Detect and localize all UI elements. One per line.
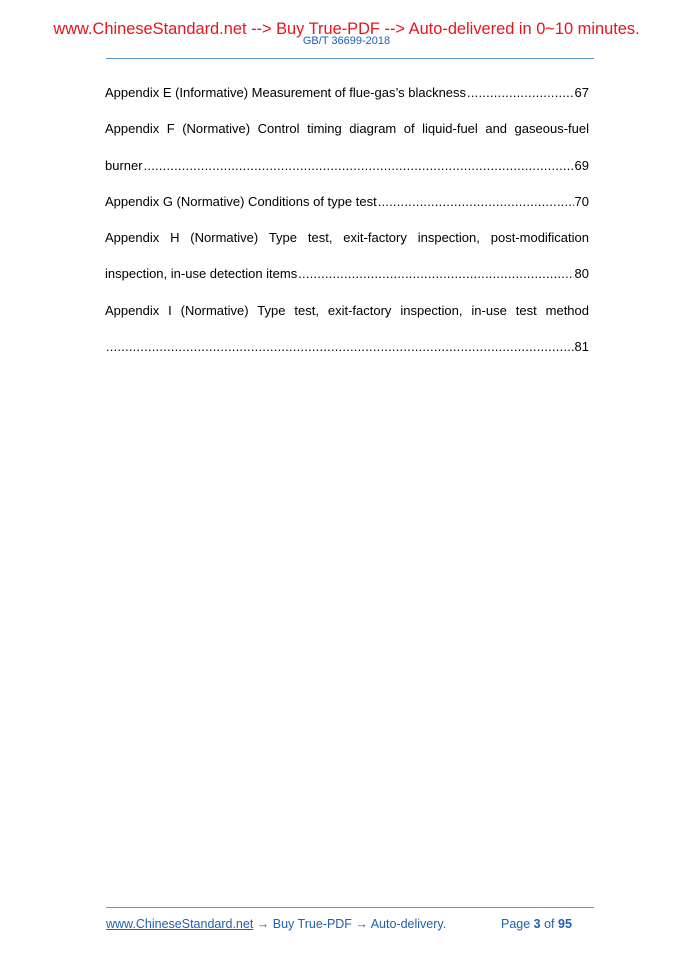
toc-entry-page: 70 bbox=[574, 193, 589, 209]
toc-leader-dots bbox=[298, 265, 573, 283]
toc-entry-page: 67 bbox=[574, 85, 589, 100]
toc-entry-appendix-e[interactable] bbox=[105, 84, 589, 120]
header-divider bbox=[106, 58, 594, 59]
footer-site-link[interactable]: www.ChineseStandard.net bbox=[106, 917, 254, 931]
page-total: 95 bbox=[558, 917, 572, 931]
watermark-banner: www.ChineseStandard.net --> Buy True-PDF --> Auto-delivered in 0~10 minutes. bbox=[53, 20, 640, 38]
toc-entry-page: 80 bbox=[574, 266, 589, 282]
footer-promo bbox=[106, 917, 446, 931]
toc-leader-dots bbox=[378, 193, 574, 211]
toc-entry-appendix-g[interactable] bbox=[105, 193, 589, 229]
toc-leader-dots bbox=[106, 338, 574, 356]
toc-leader-dots bbox=[467, 84, 573, 102]
toc-entry-title: Appendix G (Normative) Conditions of type test bbox=[105, 193, 377, 209]
page-number bbox=[501, 917, 572, 931]
page-current: 3 bbox=[533, 917, 541, 931]
toc-entry-title: Appendix F (Normative) Control timing diagram of liquid-fuel and gaseous-fuel bbox=[105, 121, 589, 137]
toc-leader-dots bbox=[144, 157, 574, 175]
footer-tagline: → Buy True-PDF → Auto-delivery. bbox=[253, 917, 447, 931]
toc-entry-title: Appendix H (Normative) Type test, exit-factory inspection, post-modification bbox=[105, 230, 589, 246]
toc-entry-title: inspection, in-use detection items bbox=[105, 266, 298, 282]
toc-entry-appendix-i-continued[interactable] bbox=[105, 338, 589, 374]
toc-entry-appendix-f-continued[interactable] bbox=[105, 157, 589, 193]
toc-entry-appendix-i[interactable] bbox=[105, 302, 589, 338]
toc-entry-appendix-f[interactable] bbox=[105, 120, 589, 156]
toc-entry-appendix-h[interactable] bbox=[105, 229, 589, 265]
page-middle: of bbox=[540, 917, 558, 931]
toc-entry-page: 69 bbox=[574, 157, 589, 173]
toc-entry-title: burner bbox=[105, 157, 143, 173]
footer-divider bbox=[106, 907, 594, 908]
table-of-contents bbox=[105, 84, 589, 374]
toc-entry-title: Appendix E (Informative) Measurement of flue-gas’s blackness bbox=[105, 85, 467, 100]
toc-entry-appendix-h-continued[interactable] bbox=[105, 265, 589, 301]
page-prefix: Page bbox=[501, 917, 534, 931]
standard-code: GB/T 36699-2018 bbox=[302, 35, 391, 47]
toc-entry-page: 81 bbox=[574, 339, 589, 355]
toc-entry-title: Appendix I (Normative) Type test, exit-factory inspection, in-use test method bbox=[105, 302, 589, 318]
